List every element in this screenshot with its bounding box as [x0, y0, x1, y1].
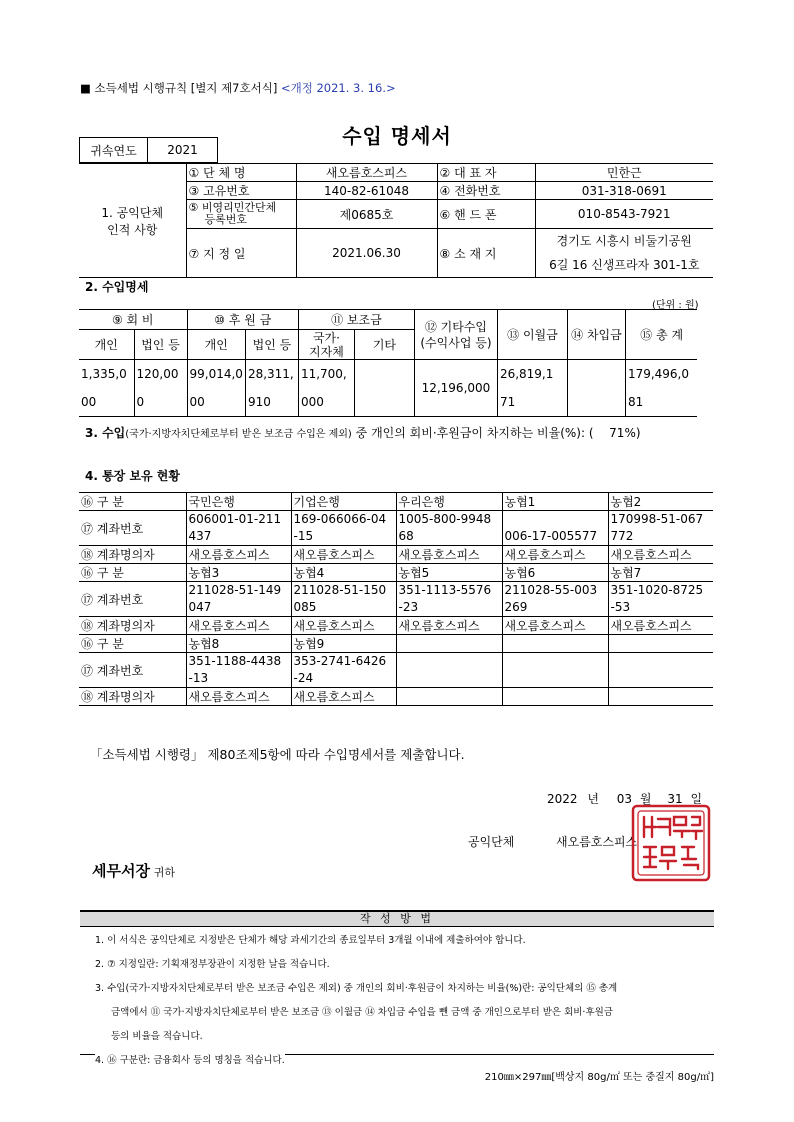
value-other-income: 12,196,000 [414, 360, 497, 417]
account-holder: 새오름호스피스 [396, 546, 502, 564]
bank-name: 우리은행 [396, 493, 502, 511]
revenue-table [79, 309, 697, 417]
seal-glyphs [644, 817, 702, 869]
org-info-table [79, 163, 713, 278]
account-number: 351-1188-4438 -13 [186, 653, 291, 688]
guide-line-1: 1. 이 서식은 공익단체로 지정받은 단체가 해당 과세기간의 종료일부터 3개월 이내에 제출하여야 합니다. [95, 935, 526, 946]
rep-label: ② 대 표 자 [437, 164, 535, 182]
address-label: ⑧ 소 재 지 [437, 229, 535, 278]
org-name-label: ① 단 체 명 [186, 164, 296, 182]
guide-line-2: 2. ⑦ 지정일란: 기획재정부장관이 지정한 날을 적습니다. [95, 959, 330, 970]
account-number: 006-17-005577 [502, 511, 608, 546]
date-label: ⑦ 지 정 일 [186, 229, 296, 278]
org-signature-name: 새오름호스피스 [556, 835, 638, 849]
year-label: 귀속연도 [80, 138, 148, 163]
account-number: 351-1020-8725 -53 [608, 582, 713, 617]
id-number: 140-82-61048 [296, 182, 437, 200]
account-number [396, 653, 502, 688]
account-holder: 새오름호스피스 [186, 546, 291, 564]
year-value: 2021 [148, 138, 218, 163]
section2-title: 2. 수입명세 [85, 280, 149, 294]
value-donation-individual: 99,014,0 00 [187, 360, 245, 417]
address: 경기도 시흥시 비둘기공원 6길 16 신생프라자 301-1호 [535, 229, 713, 278]
mobile-number: 010-8543-7921 [535, 200, 713, 229]
subheader-gov: 국가· 지자체 [298, 330, 354, 360]
bank-name [502, 635, 608, 653]
value-fee-corp: 120,00 0 [134, 360, 187, 417]
submission-statement: 「소득세법 시행령」 제80조제5항에 따라 수입명세서를 제출합니다. [90, 747, 465, 762]
bank-name [396, 635, 502, 653]
submission-date: 2022 년 03 월 31 일 [547, 792, 703, 806]
org-name: 새오름호스피스 [296, 164, 437, 182]
subheader-fee-corp: 법인 등 [134, 330, 187, 360]
account-number: 353-2741-6426 -24 [291, 653, 396, 688]
account-holder: 새오름호스피스 [502, 546, 608, 564]
phone-number: 031-318-0691 [535, 182, 713, 200]
bank-label-account: ⑰ 계좌번호 [79, 653, 186, 688]
paper-spec: 210㎜×297㎜[백상지 80g/㎡ 또는 중질지 80g/㎡] [484, 1072, 714, 1083]
value-total: 179,496,0 81 [625, 360, 697, 417]
bank-name [608, 635, 713, 653]
account-holder [502, 688, 608, 706]
id-label: ③ 고유번호 [186, 182, 296, 200]
bank-label-holder: ⑱ 계좌명의자 [79, 688, 186, 706]
account-holder: 새오름호스피스 [291, 546, 396, 564]
bank-name: 농협9 [291, 635, 396, 653]
section1-title: 1. 공익단체 인적 사항 [79, 164, 186, 278]
account-holder: 새오름호스피스 [396, 617, 502, 635]
account-holder: 새오름호스피스 [608, 546, 713, 564]
account-holder: 새오름호스피스 [291, 617, 396, 635]
account-holder: 새오름호스피스 [291, 688, 396, 706]
rep-name: 민한근 [535, 164, 713, 182]
revision-note: <개정 2021. 3. 16.> [280, 81, 396, 95]
ratio-value: 71% [609, 426, 636, 440]
bank-name: 농협2 [608, 493, 713, 511]
mobile-label: ⑥ 핸 드 폰 [437, 200, 535, 229]
value-fee-individual: 1,335,0 00 [79, 360, 134, 417]
bank-accounts-table [79, 492, 713, 706]
bank-name: 농협1 [502, 493, 608, 511]
bank-label-holder: ⑱ 계좌명의자 [79, 617, 186, 635]
account-number [608, 653, 713, 688]
account-holder: 새오름호스피스 [186, 688, 291, 706]
bank-name: 기업은행 [291, 493, 396, 511]
bank-name: 농협3 [186, 564, 291, 582]
account-number [502, 653, 608, 688]
bank-name: 농협7 [608, 564, 713, 582]
bank-name: 농협6 [502, 564, 608, 582]
subheader-etc: 기타 [354, 330, 414, 360]
header-donation: ⑩ 후 원 금 [187, 310, 298, 330]
bank-label-gubun: ⑯ 구 분 [79, 564, 186, 582]
guide-line-4: 금액에서 ⑪ 국가·지방자치단체로부터 받은 보조금 ⑬ 이월금 ⑭ 차입금 수입을 뺀 금액 중 개인으로부터 받은 회비·후원금 [111, 1007, 613, 1018]
bank-label-holder: ⑱ 계좌명의자 [79, 546, 186, 564]
value-subsidy-gov: 11,700, 000 [298, 360, 354, 417]
account-number: 211028-51-150 085 [291, 582, 396, 617]
bank-label-account: ⑰ 계좌번호 [79, 582, 186, 617]
form-reference: ■ 소득세법 시행규칙 [별지 제7호서식] [80, 81, 278, 95]
official-seal [630, 803, 712, 883]
np-reg-number: 제0685호 [296, 200, 437, 229]
form-header [80, 80, 396, 96]
section4-title: 4. 통장 보유 현황 [85, 469, 180, 483]
phone-label: ④ 전화번호 [437, 182, 535, 200]
year-box [79, 137, 218, 163]
header-subsidy: ⑪ 보조금 [298, 310, 414, 330]
bank-label-gubun: ⑯ 구 분 [79, 493, 186, 511]
recipient: 세무서장 귀하 [92, 862, 176, 880]
value-carryover: 26,819,1 71 [497, 360, 567, 417]
subheader-fee-individual: 개인 [79, 330, 134, 360]
subheader-donation-individual: 개인 [187, 330, 245, 360]
account-number: 211028-55-003 269 [502, 582, 608, 617]
account-holder: 새오름호스피스 [186, 617, 291, 635]
bank-name: 농협5 [396, 564, 502, 582]
bank-label-gubun: ⑯ 구 분 [79, 635, 186, 653]
value-subsidy-etc [354, 360, 414, 417]
account-number: 351-1113-5576 -23 [396, 582, 502, 617]
bank-name: 국민은행 [186, 493, 291, 511]
account-holder [608, 688, 713, 706]
account-number: 170998-51-067 772 [608, 511, 713, 546]
value-borrowing [567, 360, 625, 417]
account-number: 211028-51-149 047 [186, 582, 291, 617]
account-holder: 새오름호스피스 [502, 617, 608, 635]
account-number: 1005-800-9948 68 [396, 511, 502, 546]
guide-line-5: 등의 비율을 적습니다. [111, 1031, 203, 1042]
bank-label-account: ⑰ 계좌번호 [79, 511, 186, 546]
unit-note: (단위 : 원) [652, 300, 699, 311]
account-number: 169-066066-04 -15 [291, 511, 396, 546]
header-carryover: ⑬ 이월금 [497, 310, 567, 360]
section3-ratio: 3. 수입(국가·지방자치단체로부터 받은 보조금 수입은 제외) 중 개인의 회비·후원금이 차지하는 비율(%): ( 71%) [85, 426, 641, 440]
guide-line-6: 4. ⑯ 구분란: 금융회사 등의 명칭을 적습니다. [95, 1052, 285, 1066]
page-title: 수입 명세서 [342, 124, 452, 148]
bank-name: 농협4 [291, 564, 396, 582]
account-holder [396, 688, 502, 706]
header-borrowing: ⑭ 차입금 [567, 310, 625, 360]
guide-title: 작 성 방 법 [80, 910, 714, 927]
value-donation-corp: 28,311, 910 [245, 360, 298, 417]
org-label: 공익단체 [468, 835, 515, 849]
designation-date: 2021.06.30 [296, 229, 437, 278]
header-other-income: ⑫ 기타수입 (수익사업 등) [414, 310, 497, 360]
header-fee: ⑨ 회 비 [79, 310, 187, 330]
account-number: 606001-01-211 437 [186, 511, 291, 546]
guide-line-3: 3. 수입(국가·지방자치단체로부터 받은 보조금 수입은 제외) 중 개인의 회비·후원금이 차지하는 비율(%)란: 공익단체의 ⑮ 총계 [95, 983, 618, 994]
bank-name: 농협8 [186, 635, 291, 653]
header-total: ⑮ 총 계 [625, 310, 697, 360]
subheader-donation-corp: 법인 등 [245, 330, 298, 360]
account-holder: 새오름호스피스 [608, 617, 713, 635]
np-reg-label: ⑤ 비영리민간단체 등록번호 [186, 200, 296, 229]
